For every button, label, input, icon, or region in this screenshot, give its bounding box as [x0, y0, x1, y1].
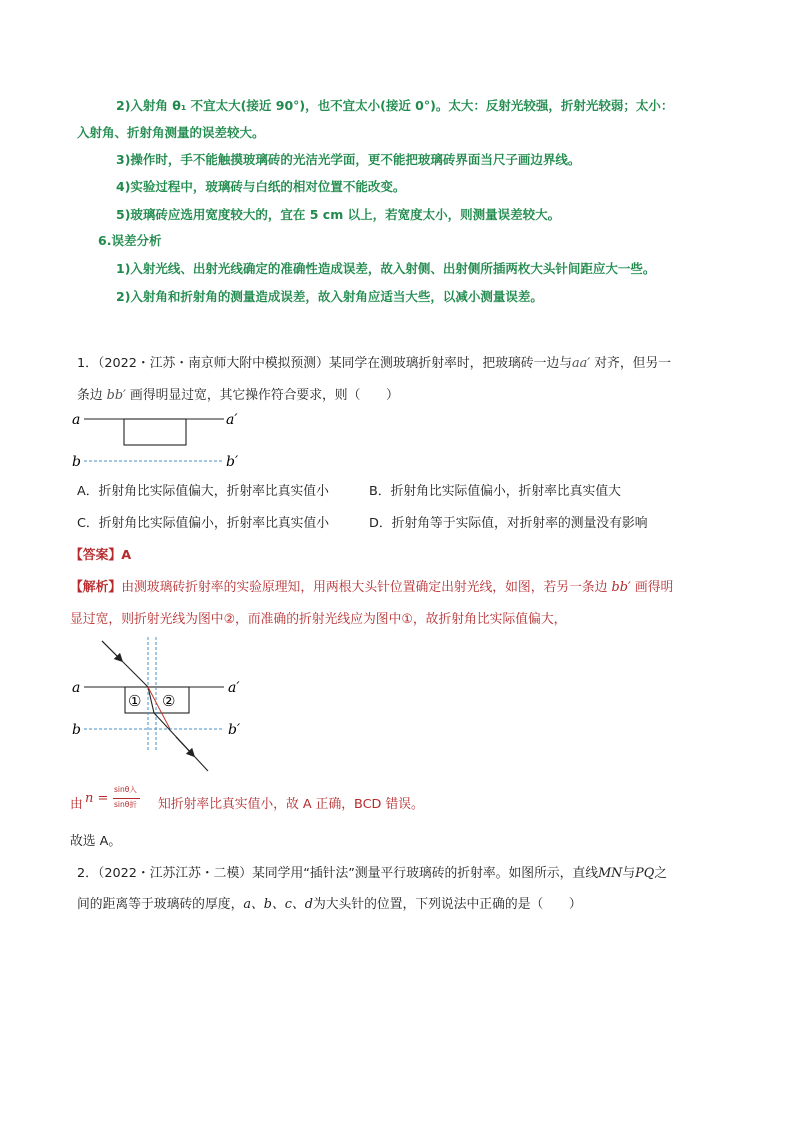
- note-line-2b: 入射角、折射角测量的误差较大。: [77, 125, 265, 140]
- label-b: b: [72, 454, 81, 467]
- note-line-3: 3)操作时，手不能触摸玻璃砖的光洁光学面，更不能把玻璃砖界面当尺子画边界线。: [116, 152, 581, 167]
- label-b-prime: b′: [228, 722, 241, 738]
- option-d: D．折射角等于实际值，对折射率的测量没有影响: [369, 516, 648, 531]
- section-heading-error-analysis: 6.误差分析: [98, 233, 162, 248]
- answer-tag: 【答案】: [70, 548, 122, 563]
- incident-ray-arrow: [102, 641, 120, 659]
- region-label-2: ②: [162, 692, 176, 710]
- error-item-2: 2)入射角和折射角的测量造成误差，故入射角应适当大些，以减小测量误差。: [116, 289, 543, 304]
- note-line-5: 5)玻璃砖应选用宽度较大的，宜在 5 cm 以上，若宽度太小，则测量误差较大。: [116, 207, 561, 222]
- conclusion: 故选 A。: [70, 834, 122, 849]
- formula-n: n =: [85, 791, 109, 806]
- label-b-prime: b′: [226, 454, 239, 467]
- q2-stem-line2: 间的距离等于玻璃砖的厚度，a、b、c、d为大头针的位置，下列说法中正确的是（ ）: [77, 897, 582, 912]
- q2-stem-line1: 2．（2022・江苏江苏・二模）某同学用“插针法”测量平行玻璃砖的折射率。如图所示，直线MN与PQ之: [77, 866, 668, 881]
- region-label-1: ①: [128, 692, 142, 710]
- label-a: a: [72, 412, 81, 428]
- refracted-ray-1: [148, 687, 154, 713]
- option-b: B．折射角比实际值偏小，折射率比真实值大: [369, 484, 621, 499]
- formula-numerator: sinθ入: [114, 785, 137, 794]
- answer-line: [70, 544, 131, 563]
- note-line-4: 4)实验过程中，玻璃砖与白纸的相对位置不能改变。: [116, 179, 406, 194]
- q1-figure: [60, 405, 260, 467]
- analysis-tag: 【解析】: [70, 580, 122, 595]
- label-a-prime: a′: [228, 680, 240, 696]
- label-a: a: [72, 680, 81, 696]
- analysis-line1: 【解析】由测玻璃砖折射率的实验原理知，用两根大头针位置确定出射光线，如图，若另一条边 bb′ 画得明: [70, 580, 674, 595]
- label-b: b: [72, 722, 81, 738]
- analysis-line2: 显过宽，则折射光线为图中②，而准确的折射光线应为图中①，故折射角比实际值偏大，: [70, 612, 567, 627]
- note-line-2a: 2)入射角 θ₁ 不宜太大(接近 90°)，也不宜太小(接近 0°)。太大：反射光较强，折射光较弱；太小：: [116, 98, 674, 113]
- error-item-1: 1)入射光线、出射光线确定的准确性造成误差，故入射侧、出射侧所插两枚大头针间距应大一些。: [116, 261, 656, 276]
- q1-stem-line2: 条边 bb′ 画得明显过宽，其它操作符合要求，则（ ）: [77, 388, 399, 403]
- glass-block: [124, 419, 186, 445]
- q1-stem-line1: 1．（2022・江苏・南京师大附中模拟预测）某同学在测玻璃折射率时，把玻璃砖一边与aa′ 对齐，但另一: [77, 356, 672, 371]
- q1-analysis-figure: [60, 633, 260, 775]
- label-a-prime: a′: [226, 412, 238, 428]
- answer-value: A: [121, 548, 132, 563]
- option-a: A．折射角比实际值偏大，折射率比真实值小: [77, 484, 329, 499]
- option-c: C．折射角比实际值偏小，折射率比真实值小: [77, 516, 330, 531]
- emergent-ray-arrow: [176, 737, 192, 754]
- formula-denominator: sinθ折: [114, 800, 137, 809]
